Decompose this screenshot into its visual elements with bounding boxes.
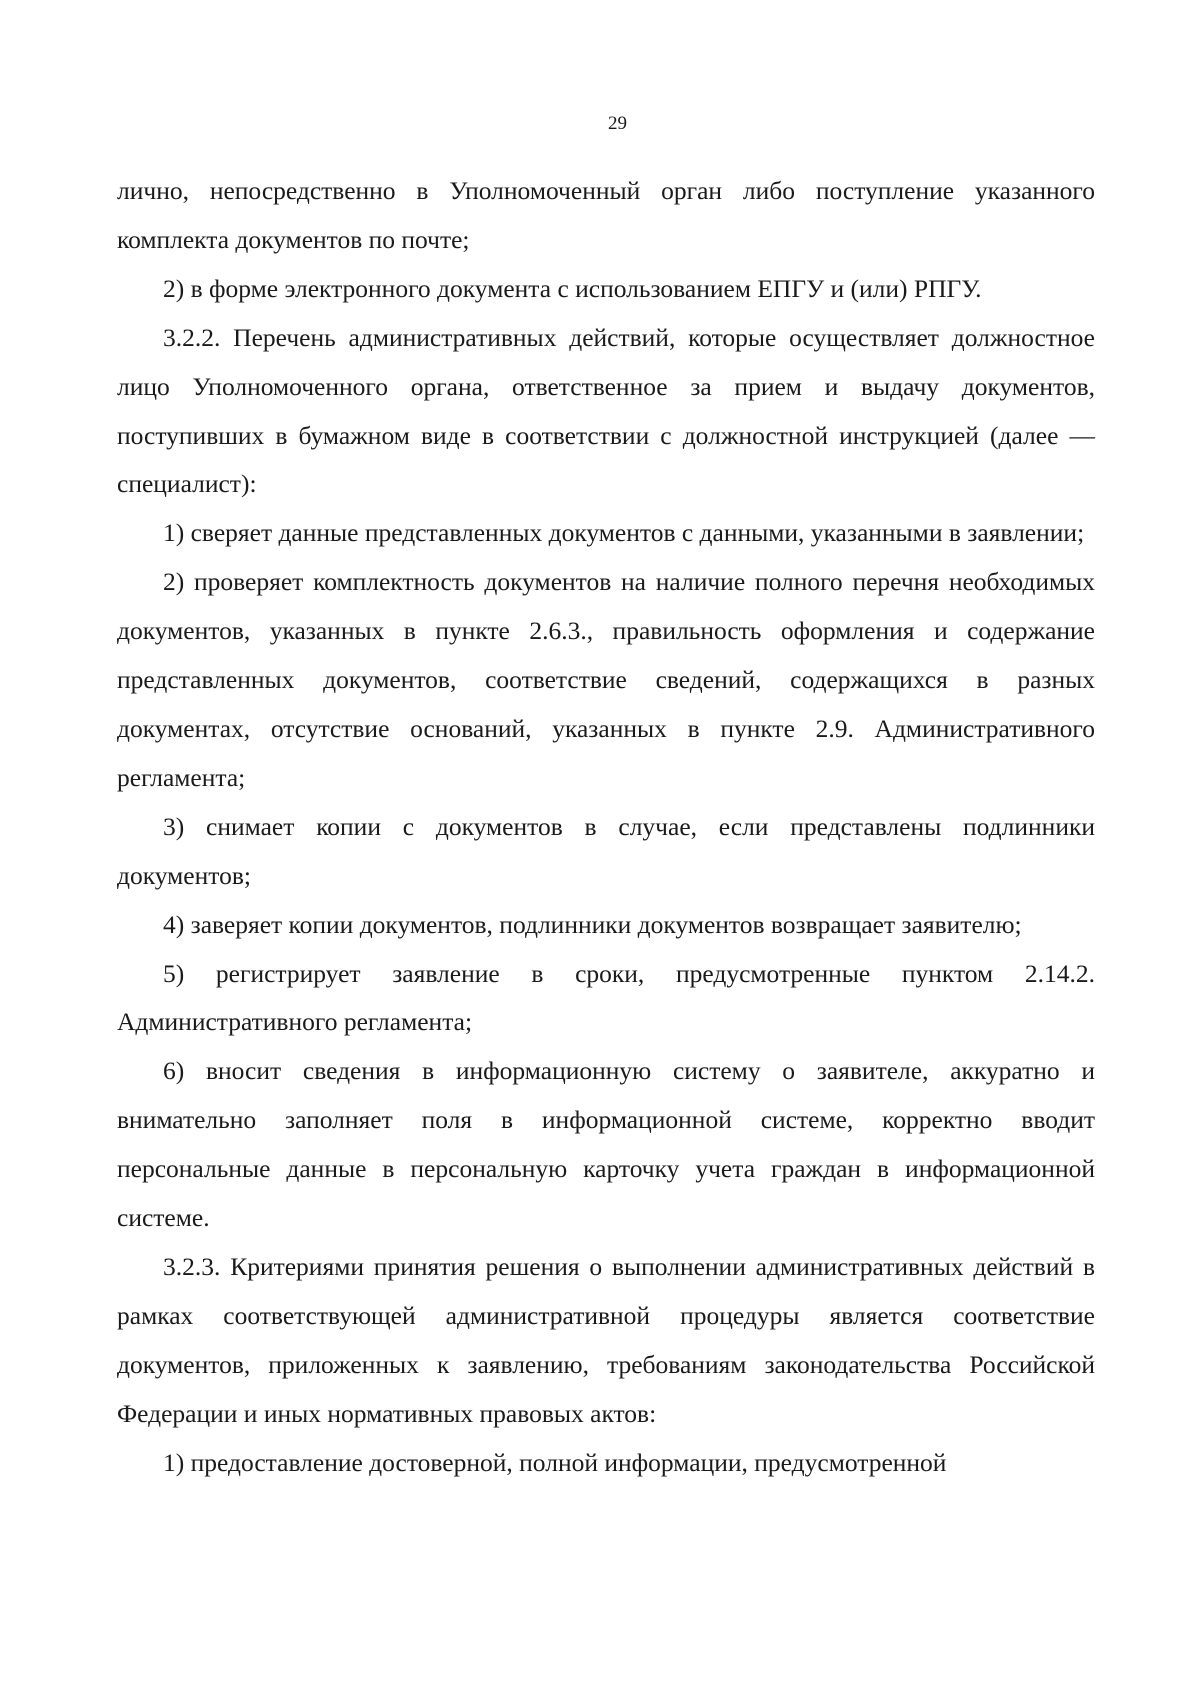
page-number: 29 (608, 113, 627, 134)
list-item-5-register-application: 5) регистрирует заявление в сроки, предусмотренные пунктом 2.14.2. Административного регламента; (117, 958, 1095, 1037)
document-body (117, 167, 1095, 1487)
list-item-4-certify-copies: 4) заверяет копии документов, подлинники документов возвращает заявителю; (163, 909, 1022, 939)
paragraph-section-3-2-2: 3.2.2. Перечень административных действий, которые осуществляет должностное лицо Уполномоченного органа, ответственное за прием и выдачу документов, поступивших в бумажном виде в соответствии с должностной инструкцией (далее — специалист): (117, 322, 1095, 499)
list-item-1-provide-information: 1) предоставление достоверной, полной информации, предусмотренной (163, 1447, 947, 1477)
list-item-6-enter-information: 6) вносит сведения в информационную систему о заявителе, аккуратно и внимательно заполняет поля в информационной системе, корректно вводит персональные данные в персональную карточку учета граждан в информационной системе. (117, 1056, 1095, 1233)
list-item-2-check-completeness: 2) проверяет комплектность документов на наличие полного перечня необходимых документов, указанных в пункте 2.6.3., правильность оформления и содержание представленных документов, соответствие сведений, содержащихся в разных документах, отсутствие оснований, указанных в пункте 2.9. Административного регламента; (117, 567, 1095, 792)
paragraph-section-3-2-3: 3.2.3. Критериями принятия решения о выполнении административных действий в рамках соответствующей административной процедуры является соответствие документов, приложенных к заявлению, требованиям законодательства Российской Федерации и иных нормативных правовых актов: (117, 1251, 1095, 1428)
paragraph-submission-continuation: лично, непосредственно в Уполномоченный орган либо поступление указанного комплекта документов по почте; (117, 176, 1095, 254)
list-item-1-verify-data: 1) сверяет данные представленных документов с данными, указанными в заявлении; (163, 518, 1085, 548)
list-item-3-make-copies: 3) снимает копии с документов в случае, если представлены подлинники документов; (117, 811, 1095, 890)
paragraph-electronic-form: 2) в форме электронного документа с использованием ЕПГУ и (или) РПГУ. (163, 273, 982, 303)
